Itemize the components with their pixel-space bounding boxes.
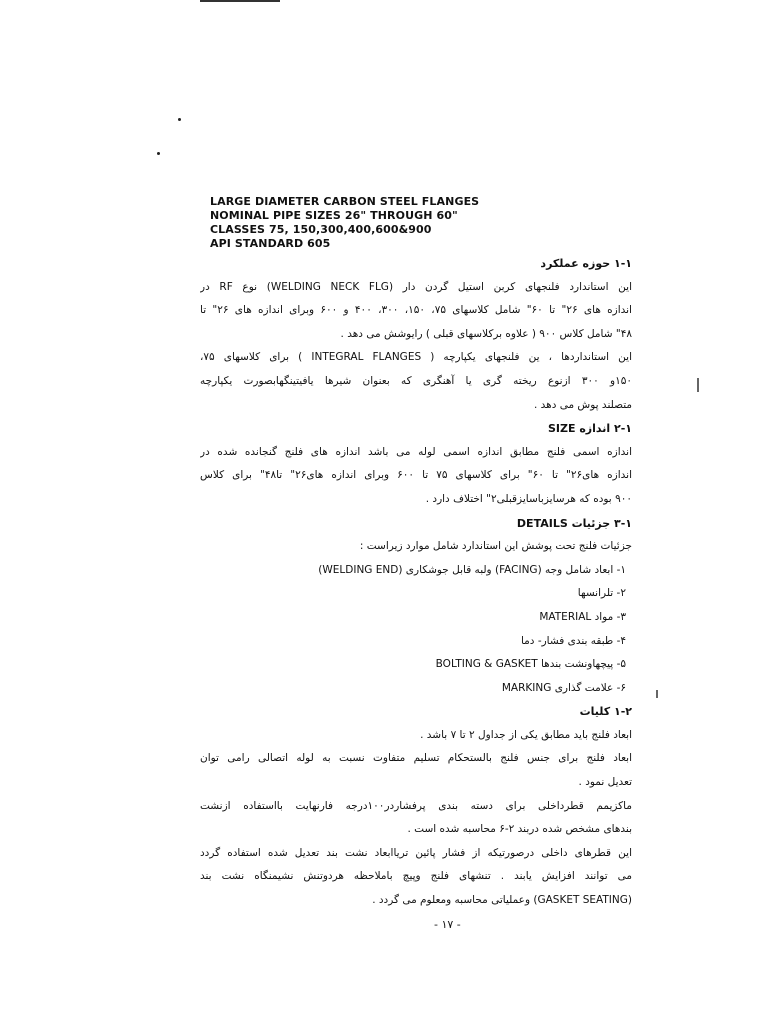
paragraph-line: اندازه اسمی فلنج مطابق اندازه اسمی لوله می باشد اندازه های فلنج گنجانده شده در — [200, 445, 632, 458]
scan-artifact-line — [200, 0, 280, 2]
paragraph-line: ۴۸" شامل کلاس ۹۰۰ ( علاوه برکلاسهای قبلی ) رایوشش می دهد . — [340, 327, 632, 340]
paragraph-line: ۹۰۰ بوده که هرسایزباسایزقبلی۲" اختلاف دارد . — [425, 492, 632, 505]
list-item: ۱- ابعاد شامل وجه (FACING) ولبه قابل جوشکاری (WELDING END) — [318, 563, 626, 576]
page-number: - ۱۷ - — [434, 918, 461, 931]
section-heading: ۱-۱ حوزه عملکرد — [540, 257, 632, 270]
header-line: API STANDARD 605 — [210, 237, 331, 250]
paragraph-line: ابعاد فلنج برای جنس فلنج بالستحکام تسلیم متفاوت نسبت به لوله اتصالی رامی توان — [200, 752, 632, 765]
section-heading: ۳-۱ جزئیات DETAILS — [516, 516, 632, 530]
paragraph-line: این استانداردها ، ین فلنجهای یکپارچه ( INTEGRAL FLANGES ) برای کلاسهای ۷۵، — [200, 351, 632, 364]
standard-header — [210, 195, 510, 251]
section-heading: ۱-۲ کلیات — [579, 705, 632, 719]
paragraph-line: این قطرهای داخلی درصورتیکه از فشار پائین تریاابعاد نشت بند تعدیل شده استفاده گردد — [200, 846, 632, 859]
paragraph-line: ماکزیمم قطرداخلی برای دسته بندی پرفشاردر۱۰۰درجه فارنهایت بااستفاده ازنشت — [200, 799, 632, 812]
document-body — [200, 252, 632, 913]
paragraph-line: متصلند پوش می دهد . — [533, 398, 632, 411]
list-item: ۶- علامت گذاری MARKING — [501, 681, 626, 694]
paragraph-line: این استاندارد فلنجهای کربن استیل گردن دار (WELDING NECK FLG) نوع RF در — [200, 280, 632, 293]
list-item: ۲- تلرانسها — [577, 587, 626, 600]
paragraph-line: اندازه های ۲۶" تا ۶۰" شامل کلاسهای ۷۵، ۱۵۰، ۳۰۰، ۴۰۰ و ۶۰۰ وبرای اندازه های ۲۶" تا — [200, 304, 632, 317]
section-heading: ۲-۱ اندازه SIZE — [547, 422, 632, 436]
margin-mark — [697, 378, 699, 392]
paragraph-line: می توانند افزایش یابند . تنشهای فلنج وپیچ باملاحظه هردوتنش نشیمنگاه نشت بند — [200, 870, 632, 883]
paragraph-line: بندهای مشخص شده دربند ۲-۶ محاسبه شده است . — [407, 823, 632, 836]
paragraph-line: جزئیات فلنج تحت پوشش این استاندارد شامل موارد زیراست : — [359, 540, 632, 553]
paragraph-line: ابعاد فلنج باید مطابق یکی از جداول ۲ تا ۷ باشد . — [420, 728, 632, 741]
list-item: ۴- طبقه بندی فشار- دما — [520, 634, 626, 647]
paragraph-line: تعدیل نمود . — [578, 776, 632, 789]
paragraph-line: ۱۵۰و ۳۰۰ ازنوع ریخته گری یا آهنگری که بعنوان شیرها یافیتینگهابصورت یکپارچه — [200, 374, 632, 387]
list-item: ۵- پیچهاونشت بندها BOLTING & GASKET — [435, 658, 626, 671]
header-line: LARGE DIAMETER CARBON STEEL FLANGES — [210, 195, 480, 208]
paragraph-line: اندازه های۲۶" تا ۶۰" برای کلاسهای ۷۵ تا ۶۰۰ وبرای اندازه های۲۶" تا۴۸" برای کلاس — [200, 469, 632, 482]
header-line: NOMINAL PIPE SIZES 26" THROUGH 60" — [210, 209, 458, 222]
margin-mark — [656, 690, 658, 698]
list-item: ۳- مواد MATERIAL — [539, 610, 626, 623]
paragraph-line: (GASKET SEATING) وعملیاتی محاسبه ومعلوم می گردد . — [372, 894, 632, 907]
header-line: CLASSES 75, 150,300,400,600&900 — [210, 223, 432, 236]
